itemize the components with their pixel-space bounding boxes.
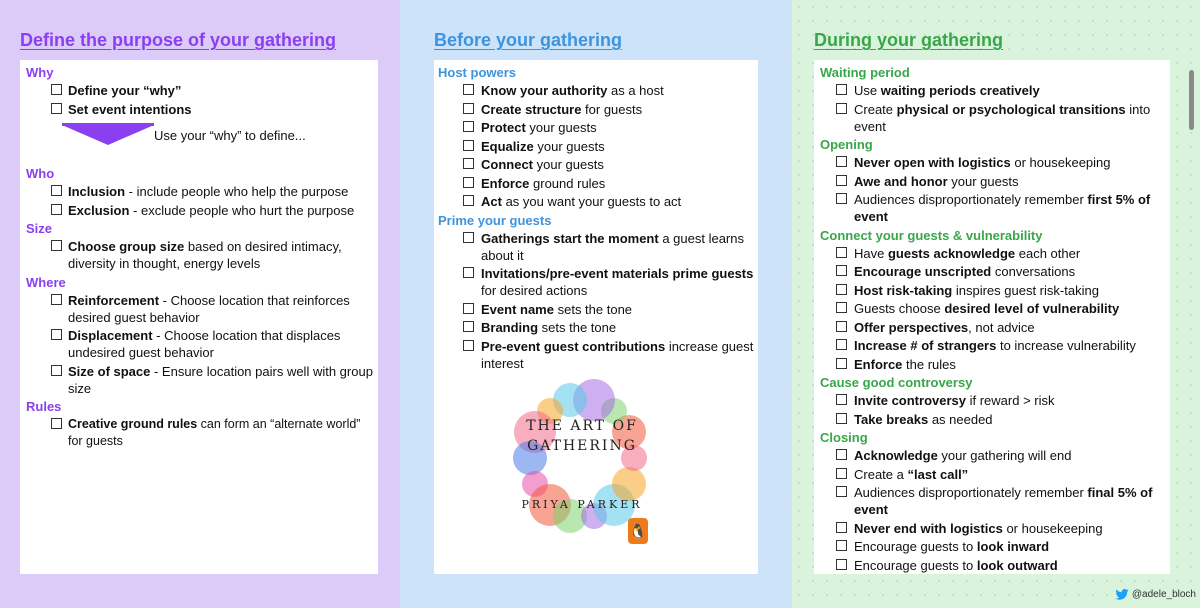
checkbox[interactable] — [836, 486, 847, 497]
item-text: Guests choose — [854, 301, 945, 316]
section-opening: Opening — [820, 137, 873, 152]
item-bold-text: Act — [481, 194, 502, 209]
checkbox[interactable] — [836, 522, 847, 533]
checkbox[interactable] — [836, 468, 847, 479]
checkbox[interactable] — [51, 84, 62, 95]
checklist-item — [438, 82, 758, 99]
item-bold-text: Set event intentions — [68, 101, 192, 117]
item-bold-text: Equalize — [481, 138, 534, 154]
handle-text: @adele_bloch — [1131, 589, 1196, 600]
item-text: as needed — [928, 411, 993, 427]
item-bold-text: Size of space — [68, 363, 151, 379]
checkbox[interactable] — [51, 240, 62, 251]
checklist-item — [820, 538, 1172, 555]
item-text: as you want your guests to act — [501, 194, 682, 209]
checkbox[interactable] — [836, 265, 847, 276]
item-bold-text: Offer perspectives — [854, 319, 969, 335]
checklist-item — [438, 119, 758, 136]
checkbox[interactable] — [51, 329, 62, 340]
item-bold-text: Know your authority — [481, 83, 608, 98]
item-bold-text: look inward — [976, 539, 1050, 554]
item-text: the rules — [902, 356, 956, 372]
scrollbar[interactable] — [1189, 70, 1194, 130]
checkbox[interactable] — [51, 103, 62, 114]
checklist-item — [438, 301, 758, 318]
checkbox[interactable] — [836, 247, 847, 258]
item-text: a guest learns about it — [481, 230, 744, 263]
checklist-item — [438, 193, 758, 210]
item-bold-text: Protect — [481, 120, 526, 135]
checklist-item — [820, 282, 1172, 299]
item-text: sets the tone — [553, 301, 633, 317]
watercolor-blob — [612, 467, 646, 501]
item-bold-text: Exclusion — [68, 202, 130, 218]
checkbox[interactable] — [463, 303, 474, 314]
checklist-item — [438, 101, 758, 118]
item-text: for guests — [581, 101, 643, 117]
checkbox[interactable] — [836, 175, 847, 186]
checklist-item — [820, 319, 1172, 336]
checklist-item — [820, 300, 1172, 317]
checklist-item — [820, 447, 1172, 464]
purpose-panel — [0, 0, 400, 608]
item-bold-text: Creative ground rules — [68, 417, 198, 431]
checklist-item — [820, 520, 1172, 537]
item-bold-text: Never open with logistics — [854, 155, 1011, 170]
checklist-item — [820, 154, 1172, 171]
during-title: During your gathering — [814, 30, 1003, 50]
item-bold-text: first 5% of event — [854, 192, 1151, 224]
item-text: as a host — [607, 83, 664, 98]
checklist-item — [820, 82, 1172, 99]
item-bold-text: Take breaks — [854, 411, 929, 427]
checklist-item — [820, 245, 1172, 262]
section-why: Why — [26, 65, 54, 80]
item-text: your guests — [525, 120, 597, 135]
checklist-item — [820, 173, 1172, 190]
item-bold-text: Gatherings start the moment — [481, 230, 659, 246]
checklist-item — [820, 411, 1172, 428]
checklist-item — [820, 557, 1172, 574]
item-bold-text: Connect — [481, 157, 533, 172]
book-cover-image — [512, 378, 652, 558]
checkbox[interactable] — [51, 365, 62, 376]
section-host-powers: Host powers — [438, 65, 517, 80]
checklist-item — [26, 416, 376, 450]
item-bold-text: Invite controversy — [854, 393, 966, 408]
item-text: sets the tone — [538, 320, 617, 335]
twitter-bird-icon — [1115, 589, 1129, 600]
item-text: - Ensure location pairs well with group size — [68, 363, 373, 396]
item-bold-text: Never end with logistics — [854, 520, 1003, 536]
item-text: or housekeeping — [1002, 520, 1103, 536]
item-bold-text: “last call” — [907, 466, 969, 482]
item-text: Create — [854, 101, 897, 117]
checkbox[interactable] — [836, 302, 847, 313]
section-who: Who — [26, 166, 55, 181]
item-text: conversations — [991, 264, 1076, 279]
item-text: inspires guest risk-taking — [952, 282, 1099, 298]
item-bold-text: Pre-event guest contributions — [481, 338, 666, 354]
checkbox[interactable] — [463, 177, 474, 188]
purpose-content — [26, 64, 376, 452]
item-bold-text: Awe and honor — [854, 173, 948, 189]
checklist-item — [26, 292, 376, 326]
checkbox[interactable] — [463, 140, 474, 151]
checkbox[interactable] — [463, 158, 474, 169]
item-text: based on desired intimacy, diversity in thought, energy levels — [68, 239, 342, 271]
section-closing: Closing — [820, 430, 868, 445]
checklist-item — [820, 484, 1172, 518]
before-content — [438, 64, 758, 373]
checklist-item — [26, 82, 376, 99]
checkbox[interactable] — [463, 232, 474, 243]
section-rules: Rules — [26, 399, 62, 414]
checklist-item — [820, 466, 1172, 483]
item-bold-text: final 5% of event — [854, 485, 1153, 517]
checkbox[interactable] — [463, 195, 474, 206]
item-bold-text: Enforce — [481, 175, 530, 191]
item-text: increase guest interest — [481, 338, 754, 371]
item-bold-text: look outward — [976, 557, 1058, 573]
checklist-item — [438, 156, 758, 173]
section-prime-guests: Prime your guests — [438, 212, 552, 228]
item-text: your guests — [947, 173, 1019, 189]
section-waiting: Waiting period — [820, 65, 910, 80]
checkbox[interactable] — [836, 321, 847, 332]
checklist-item — [438, 319, 758, 336]
item-bold-text: physical or psychological transitions — [896, 101, 1126, 117]
checkbox[interactable] — [836, 449, 847, 460]
checklist-item — [26, 327, 376, 361]
item-bold-text: guests acknowledge — [887, 245, 1016, 261]
checklist-item — [820, 337, 1172, 354]
book-author: PRIYA PARKER — [521, 498, 643, 511]
checkbox[interactable] — [463, 267, 474, 278]
checkbox[interactable] — [463, 84, 474, 95]
checkbox[interactable] — [836, 358, 847, 369]
checkbox[interactable] — [836, 339, 847, 350]
item-text: your guests — [533, 157, 604, 172]
item-text: your guests — [533, 138, 605, 154]
during-panel — [792, 0, 1200, 608]
before-panel — [400, 0, 792, 608]
item-text: Have — [854, 245, 888, 261]
item-text: your gathering will end — [937, 448, 1072, 463]
item-bold-text: Define your “why” — [68, 83, 182, 98]
item-bold-text: Encourage unscripted — [854, 264, 992, 279]
item-bold-text: Increase # of strangers — [854, 338, 997, 353]
item-bold-text: Host risk-taking — [854, 282, 953, 298]
section-where: Where — [26, 274, 66, 290]
checklist-item — [26, 238, 376, 272]
checkbox[interactable] — [51, 294, 62, 305]
checkbox[interactable] — [836, 156, 847, 167]
purpose-title: Define the purpose of your gathering — [20, 30, 337, 50]
item-text: Encourage guests to — [854, 557, 977, 573]
down-arrow-icon — [62, 125, 154, 145]
checkbox[interactable] — [836, 540, 847, 551]
item-bold-text: Choose group size — [68, 239, 185, 254]
item-text: into event — [854, 101, 1151, 134]
checklist-item — [26, 202, 376, 219]
section-controversy: Cause good controversy — [820, 375, 973, 390]
checkbox[interactable] — [836, 559, 847, 570]
checkbox[interactable] — [51, 204, 62, 215]
checklist-item — [820, 101, 1172, 135]
penguin-logo-icon: 🐧 — [628, 518, 648, 544]
before-title: Before your gathering — [434, 30, 623, 50]
checklist-item — [26, 183, 376, 200]
item-text: , not advice — [968, 319, 1035, 335]
item-bold-text: Displacement — [68, 328, 153, 343]
checkbox[interactable] — [463, 340, 474, 351]
item-text: to increase vulnerability — [996, 338, 1136, 353]
checkbox[interactable] — [836, 394, 847, 405]
checkbox[interactable] — [836, 413, 847, 424]
checklist-item — [438, 338, 758, 372]
item-bold-text: waiting periods creatively — [880, 83, 1040, 98]
section-size: Size — [26, 221, 53, 236]
item-bold-text: desired level of vulnerability — [944, 301, 1120, 316]
item-text: can form an “alternate world” for guests — [68, 417, 361, 448]
arrow-row — [26, 119, 376, 165]
arrow-text: Use your “why” to define... — [154, 128, 306, 143]
checkbox[interactable] — [51, 418, 62, 429]
checkbox[interactable] — [463, 103, 474, 114]
checkbox[interactable] — [836, 193, 847, 204]
item-text: - Choose location that reinforces desired guest behavior — [68, 292, 350, 325]
checklist-item — [26, 363, 376, 397]
item-text: Audiences disproportionately remember — [854, 192, 1088, 207]
item-text: - Choose location that displaces undesired guest behavior — [68, 328, 341, 360]
checkbox[interactable] — [463, 321, 474, 332]
item-bold-text: Create structure — [481, 101, 582, 117]
checklist-item — [26, 101, 376, 118]
checklist-item — [820, 263, 1172, 280]
item-bold-text: Acknowledge — [854, 448, 938, 463]
checkbox[interactable] — [836, 84, 847, 95]
checkbox[interactable] — [463, 121, 474, 132]
item-bold-text: Inclusion — [68, 184, 126, 199]
checklist-item — [438, 175, 758, 192]
checklist-item — [438, 138, 758, 155]
checklist-item — [820, 356, 1172, 373]
checkbox[interactable] — [836, 103, 847, 114]
item-bold-text: Invitations/pre-event materials prime guests — [481, 266, 754, 281]
item-text: - exclude people who hurt the purpose — [129, 202, 355, 218]
item-bold-text: Enforce — [854, 356, 903, 372]
checkbox[interactable] — [51, 185, 62, 196]
item-bold-text: Branding — [481, 320, 539, 335]
item-bold-text: Reinforcement — [68, 292, 160, 308]
item-text: - include people who help the purpose — [125, 184, 349, 199]
item-text: if reward > risk — [966, 393, 1055, 408]
item-text: ground rules — [529, 175, 606, 191]
item-text: or housekeeping — [1010, 155, 1111, 170]
checklist-item — [820, 392, 1172, 409]
checklist-item — [438, 230, 758, 264]
item-text: Encourage guests to — [854, 539, 977, 554]
checklist-item — [438, 265, 758, 299]
book-title-line1: THE ART OF — [526, 418, 638, 434]
item-text: each other — [1015, 245, 1081, 261]
twitter-handle[interactable] — [1115, 589, 1196, 600]
checkbox[interactable] — [836, 284, 847, 295]
section-connect: Connect your guests & vulnerability — [820, 227, 1043, 243]
book-title-line2: GATHERING — [527, 438, 637, 454]
item-text: Create a — [854, 466, 908, 482]
item-bold-text: Event name — [481, 301, 554, 317]
item-text: for desired actions — [481, 283, 588, 298]
during-content — [820, 64, 1172, 575]
item-text: Use — [854, 83, 881, 98]
item-text: Audiences disproportionately remember — [854, 485, 1088, 500]
checklist-item — [820, 191, 1172, 225]
